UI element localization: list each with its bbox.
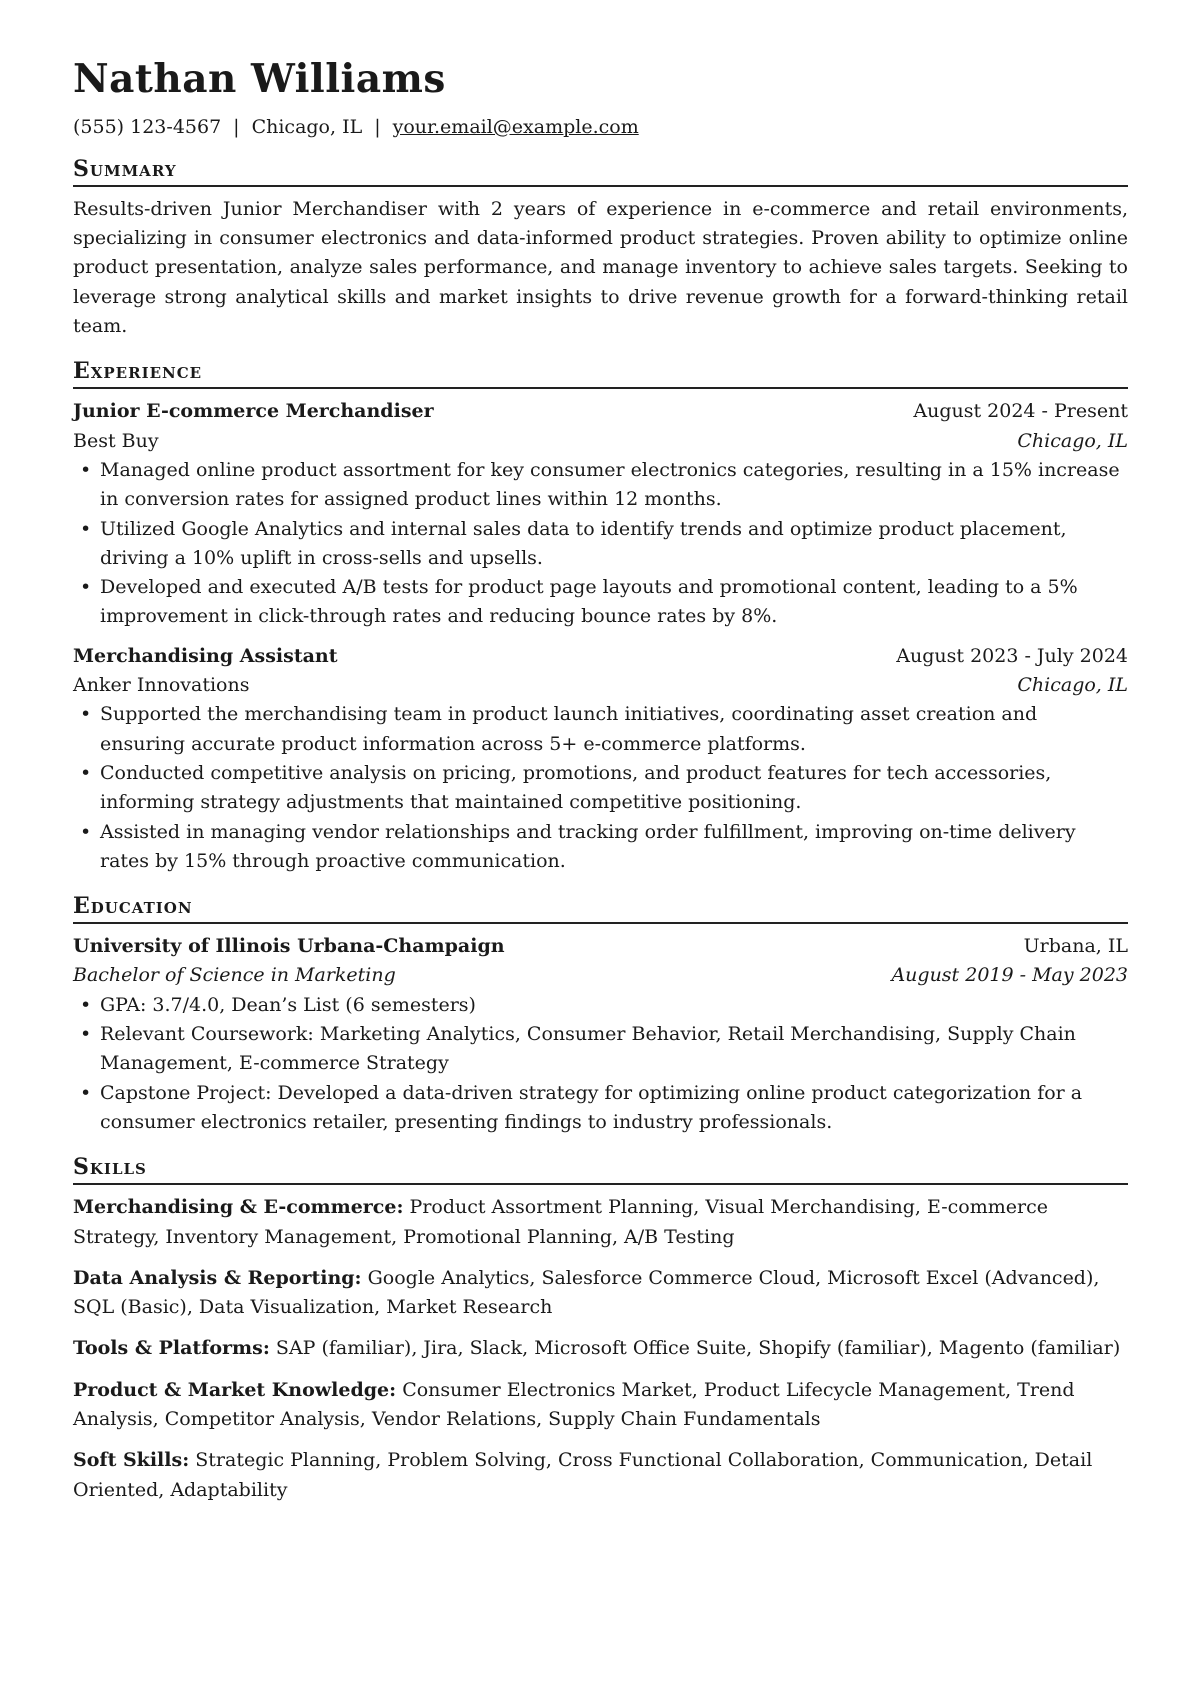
skill-group [73, 1446, 1128, 1505]
bullet-item: • Developed and executed A/B tests for product page layouts and promotional content, leading to a 5% improvement in click-through rates and reducing bounce rates by 8%. [73, 573, 1128, 632]
contact-separator: | [233, 115, 240, 138]
job-entry [73, 397, 1128, 631]
job-role: Junior E-commerce Merchandiser [73, 400, 434, 423]
section-title-summary: Summary [73, 155, 1128, 187]
job-company: Best Buy [73, 429, 159, 452]
skill-group [73, 1334, 1128, 1363]
education-dates: August 2019 - May 2023 [891, 964, 1128, 987]
section-title-education: Education [73, 892, 1128, 924]
bullet-item: • Conducted competitive analysis on pricing, promotions, and product features for tech accessories, informing strategy adjustments that maintained competitive positioning. [73, 759, 1128, 818]
experience-section [73, 357, 1128, 876]
education-entry [73, 932, 1128, 1137]
job-role: Merchandising Assistant [73, 644, 338, 667]
phone-number: (555) 123-4567 [73, 115, 222, 138]
skill-group [73, 1376, 1128, 1435]
bullet-item: • Assisted in managing vendor relationships and tracking order fulfillment, improving on-time delivery rates by 15% through proactive communication. [73, 818, 1128, 877]
bullet-item: • GPA: 3.7/4.0, Dean’s List (6 semesters) [73, 991, 1128, 1020]
skill-label: Product & Market Knowledge: [73, 1378, 397, 1401]
job-company: Anker Innovations [73, 674, 250, 697]
job-header [73, 642, 1128, 671]
skill-label: Data Analysis & Reporting: [73, 1266, 362, 1289]
location: Chicago, IL [251, 115, 363, 138]
job-bullets [73, 456, 1128, 632]
degree: Bachelor of Science in Marketing [73, 964, 396, 987]
education-subheader [73, 961, 1128, 990]
bullet-item: • Managed online product assortment for key consumer electronics categories, resulting in a 15% increase in conversion rates for assigned product lines within 12 months. [73, 456, 1128, 515]
skill-label: Tools & Platforms: [73, 1337, 270, 1360]
education-header [73, 932, 1128, 961]
job-location: Chicago, IL [1017, 429, 1128, 452]
education-bullets [73, 991, 1128, 1137]
job-subheader [73, 427, 1128, 456]
education-section [73, 892, 1128, 1137]
skill-values: Strategic Planning, Problem Solving, Cross Functional Collaboration, Communication, Detail Oriented, Adaptability [73, 1449, 1093, 1501]
job-subheader [73, 671, 1128, 700]
job-entry [73, 642, 1128, 876]
contact-separator: | [374, 115, 381, 138]
bullet-item: • Supported the merchandising team in product launch initiatives, coordinating asset creation and ensuring accurate product information across 5+ e-commerce platforms. [73, 700, 1128, 759]
bullet-item: • Capstone Project: Developed a data-driven strategy for optimizing online product categorization for a consumer electronics retailer, presenting findings to industry professionals. [73, 1079, 1128, 1138]
skill-group [73, 1264, 1128, 1323]
school-name: University of Illinois Urbana-Champaign [73, 935, 505, 958]
section-title-experience: Experience [73, 357, 1128, 389]
candidate-name: Nathan Williams [73, 56, 446, 102]
skill-values: Product Assortment Planning, Visual Merchandising, E-commerce Strategy, Inventory Management, Promotional Planning, A/B Testing [73, 1196, 1048, 1248]
job-dates: August 2023 - July 2024 [896, 644, 1128, 667]
skill-values: Google Analytics, Salesforce Commerce Cloud, Microsoft Excel (Advanced), SQL (Basic), Data Visualization, Market Research [73, 1266, 1100, 1319]
school-location: Urbana, IL [1023, 935, 1128, 958]
job-location: Chicago, IL [1017, 674, 1128, 697]
summary-section [73, 155, 1128, 341]
skills-section [73, 1153, 1128, 1505]
skill-label: Soft Skills: [73, 1449, 190, 1472]
job-bullets [73, 700, 1128, 876]
skill-values: SAP (familiar), Jira, Slack, Microsoft Office Suite, Shopify (familiar), Magento (familiar) [275, 1337, 1121, 1360]
job-dates: August 2024 - Present [913, 400, 1128, 423]
skill-label: Merchandising & E-commerce: [73, 1196, 404, 1219]
summary-text: Results-driven Junior Merchandiser with 2 years of experience in e-commerce and retail environments, specializing in consumer electronics and data-informed product strategies. Proven ability to optimize online product presentation, analyze sales performance, and manage inventory to achieve sales targets. Seeking to leverage strong analytical skills and market insights to drive revenue growth for a forward-thinking retail team. [73, 197, 1128, 338]
skill-group [73, 1193, 1128, 1252]
job-header [73, 397, 1128, 426]
section-title-skills: Skills [73, 1153, 1128, 1185]
contact-line [73, 115, 1128, 139]
bullet-item: • Utilized Google Analytics and internal sales data to identify trends and optimize product placement, driving a 10% uplift in cross-sells and upsells. [73, 515, 1128, 574]
bullet-item: • Relevant Coursework: Marketing Analytics, Consumer Behavior, Retail Merchandising, Supply Chain Management, E-commerce Strategy [73, 1020, 1128, 1079]
email-link[interactable]: your.email@example.com [392, 115, 639, 138]
skill-values: Consumer Electronics Market, Product Lifecycle Management, Trend Analysis, Competitor Analysis, Vendor Relations, Supply Chain Fundamentals [73, 1378, 1075, 1430]
